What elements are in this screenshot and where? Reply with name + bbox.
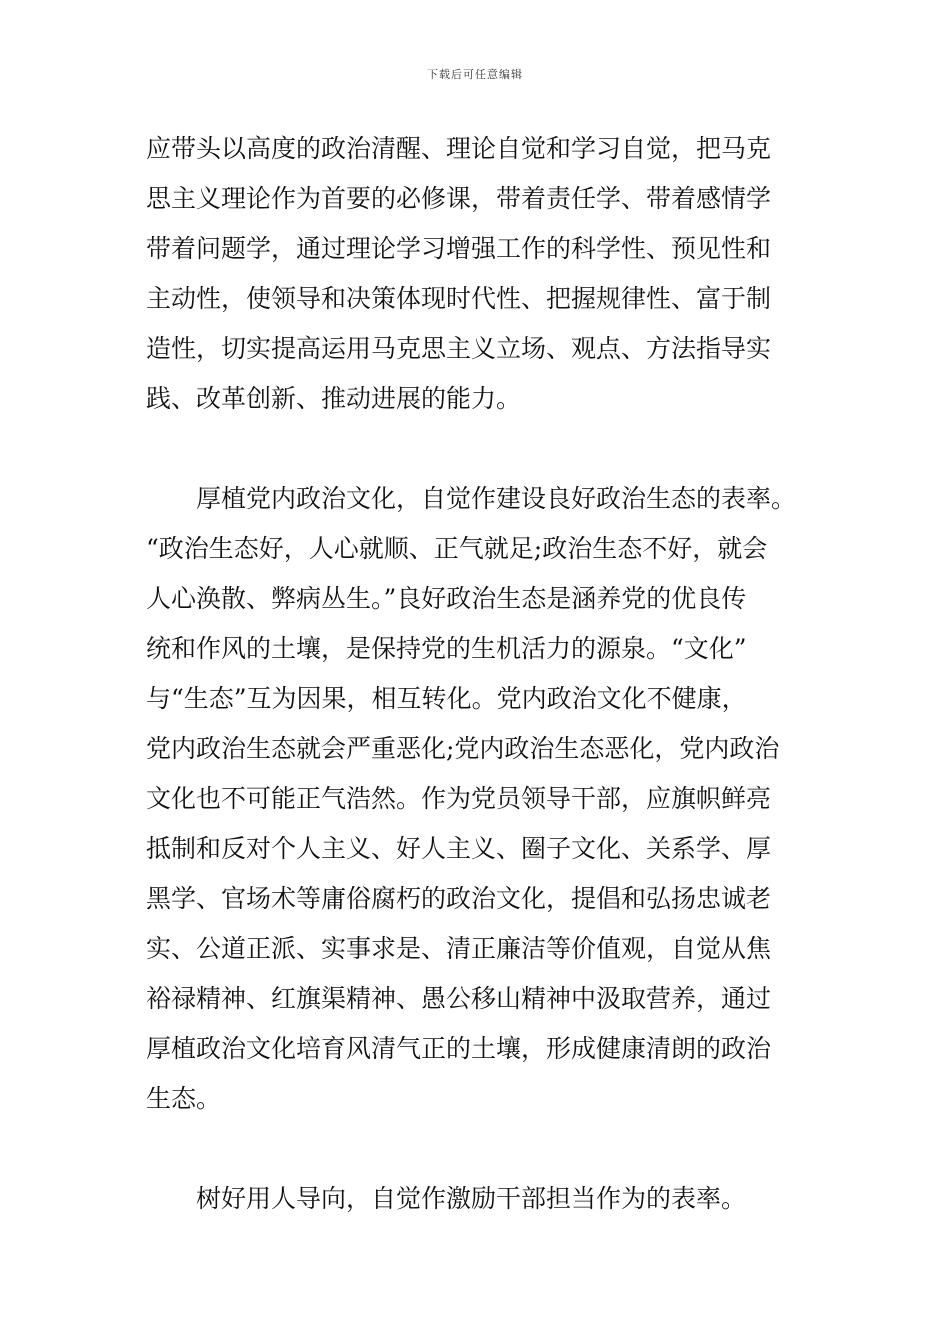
text-line: 造性，切实提高运用马克思主义立场、观点、方法指导实: [146, 334, 772, 363]
text-line: 思主义理论作为首要的必修课，带着责任学、带着感情学: [146, 184, 772, 213]
text-line: 践、改革创新、推动进展的能力。: [146, 384, 522, 413]
paragraph-spacer: [146, 424, 826, 474]
text-line: 统和作风的土壤，是保持党的生机活力的源泉。“文化”: [146, 634, 747, 663]
text-line: 带着问题学，通过理论学习增强工作的科学性、预见性和: [146, 234, 772, 263]
paragraph-3: [146, 1174, 826, 1224]
paragraph-1: [146, 124, 826, 424]
text-line: 树好用人导向，自觉作激励干部担当作为的表率。: [196, 1184, 747, 1213]
text-line: 与“生态”互为因果，相互转化。党内政治文化不健康，: [146, 684, 747, 713]
text-line: 厚植党内政治文化，自觉作建设良好政治生态的表率。: [196, 484, 797, 513]
text-line: 厚植政治文化培育风清气正的土壤，形成健康清朗的政治: [146, 1034, 772, 1063]
paragraph-2: [146, 474, 826, 1124]
text-line: 党内政治生态就会严重恶化;党内政治生态恶化，党内政治: [146, 734, 780, 763]
page-header: 下载后可任意编辑: [427, 68, 523, 81]
text-line: 实、公道正派、实事求是、清正廉洁等价值观，自觉从焦: [146, 934, 772, 963]
text-line: 应带头以高度的政治清醒、理论自觉和学习自觉，把马克: [146, 134, 772, 163]
text-line: 抵制和反对个人主义、好人主义、圈子文化、关系学、厚: [146, 834, 772, 863]
text-line: 裕禄精神、红旗渠精神、愚公移山精神中汲取营养，通过: [146, 984, 772, 1013]
paragraph-spacer: [146, 1124, 826, 1174]
text-line: 人心涣散、弊病丛生。”良好政治生态是涵养党的优良传: [146, 584, 747, 613]
document-body: [146, 124, 826, 1224]
text-line: 黑学、官场术等庸俗腐朽的政治文化，提倡和弘扬忠诚老: [146, 884, 772, 913]
text-line: “政治生态好，人心就顺、正气就足;政治生态不好，就会: [146, 534, 768, 563]
text-line: 文化也不可能正气浩然。作为党员领导干部，应旗帜鲜亮: [146, 784, 772, 813]
text-line: 生态。: [146, 1084, 222, 1113]
text-line: 主动性，使领导和决策体现时代性、把握规律性、富于制: [146, 284, 772, 313]
